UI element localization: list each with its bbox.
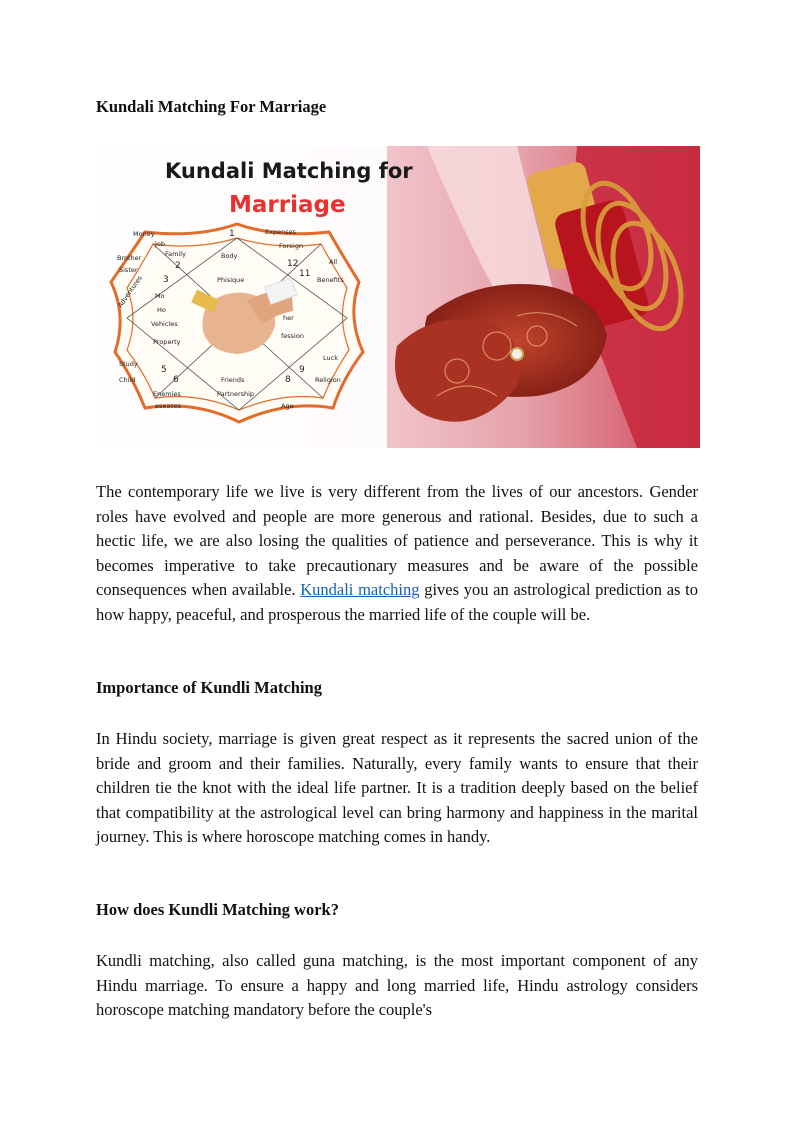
paragraph-intro-text: The contemporary life we live is very different from the lives of our ancestors. Gender roles have evolved and people are more generous and rational. Besides, due to such a hectic life, we are also losing the qualities of patience and perseverance. This is why it becomes imperative to take precautionary measures and be aware of the possible consequences when available. — [96, 482, 698, 600]
hero-image — [97, 146, 700, 448]
hero-heading-line2: Marriage — [229, 192, 346, 218]
label-age: Age — [281, 402, 294, 410]
label-job: Job — [155, 240, 166, 248]
label-profession: fession — [281, 332, 304, 340]
section-heading-how-it-works: How does Kundli Matching work? — [96, 900, 339, 919]
label-foreign: Foreign — [279, 242, 304, 250]
house-number-2: 2 — [175, 261, 181, 271]
label-mo: Mo — [155, 292, 165, 300]
label-money: Money — [133, 230, 155, 238]
house-number-12: 12 — [287, 259, 299, 269]
kundali-matching-link[interactable]: Kundali matching — [300, 580, 420, 600]
label-body: Body — [221, 252, 238, 260]
house-number-8: 8 — [285, 375, 291, 385]
house-number-1: 1 — [229, 229, 235, 239]
hero-illustration — [97, 146, 700, 448]
house-number-9: 9 — [299, 365, 305, 375]
label-child: Child — [119, 376, 136, 384]
section-heading-importance: Importance of Kundli Matching — [96, 678, 322, 697]
house-number-6: 6 — [173, 375, 179, 385]
label-luck: Luck — [323, 354, 338, 362]
paragraph-how-it-works-text: Kundli matching, also called guna matching, is the most important component of any Hindu marriage. To ensure a happy and long married life, Hindu astrology considers horoscope matching mandatory before the couple's — [96, 951, 698, 1020]
paragraph-intro-text-end: gives you an astrological prediction as to how happy, peaceful, and prosperous the married life of the couple will be. — [96, 580, 699, 624]
paragraph-importance: In Hindu society, marriage is given great respect as it represents the sacred union of the bride and groom and their families. Naturally, every family wants to ensure that their children tie the knot with the ideal life partner. It is a tradition deeply based on the belief that compatibility at the astrological level can bring harmony and happiness in the marital journey. This is where horoscope matching comes in handy. — [96, 729, 698, 847]
paragraph-how-it-works — [96, 949, 698, 1023]
label-property: Property — [153, 338, 181, 346]
hero-heading-line1: Kundali Matching for — [165, 159, 413, 183]
label-vehicles: Vehicles — [151, 320, 178, 328]
label-adventures: Adventures — [116, 274, 144, 310]
house-number-5: 5 — [161, 365, 167, 375]
house-number-3: 3 — [163, 275, 169, 285]
label-religion: Religion — [315, 376, 341, 384]
label-family: Family — [165, 250, 186, 258]
house-number-11: 11 — [299, 269, 311, 279]
label-partnership: Partnership — [217, 390, 255, 398]
label-sister: Sister — [119, 266, 138, 274]
label-study: Study — [119, 360, 138, 368]
label-all: All — [329, 258, 338, 266]
label-brother: Brother — [117, 254, 142, 262]
label-ho: Ho — [157, 306, 166, 314]
label-enemies: Enemies — [153, 390, 181, 398]
label-her: her — [283, 314, 294, 322]
document-title: Kundali Matching For Marriage — [96, 97, 327, 116]
label-physique: Phisique — [217, 276, 245, 284]
label-diseases: eseases — [155, 402, 182, 410]
kundali-chart — [111, 224, 363, 422]
label-friends: Friends — [221, 376, 245, 384]
label-benefits: Benefits — [317, 276, 344, 284]
label-expenses: Expenses — [265, 228, 296, 236]
paragraph-intro — [96, 480, 698, 628]
